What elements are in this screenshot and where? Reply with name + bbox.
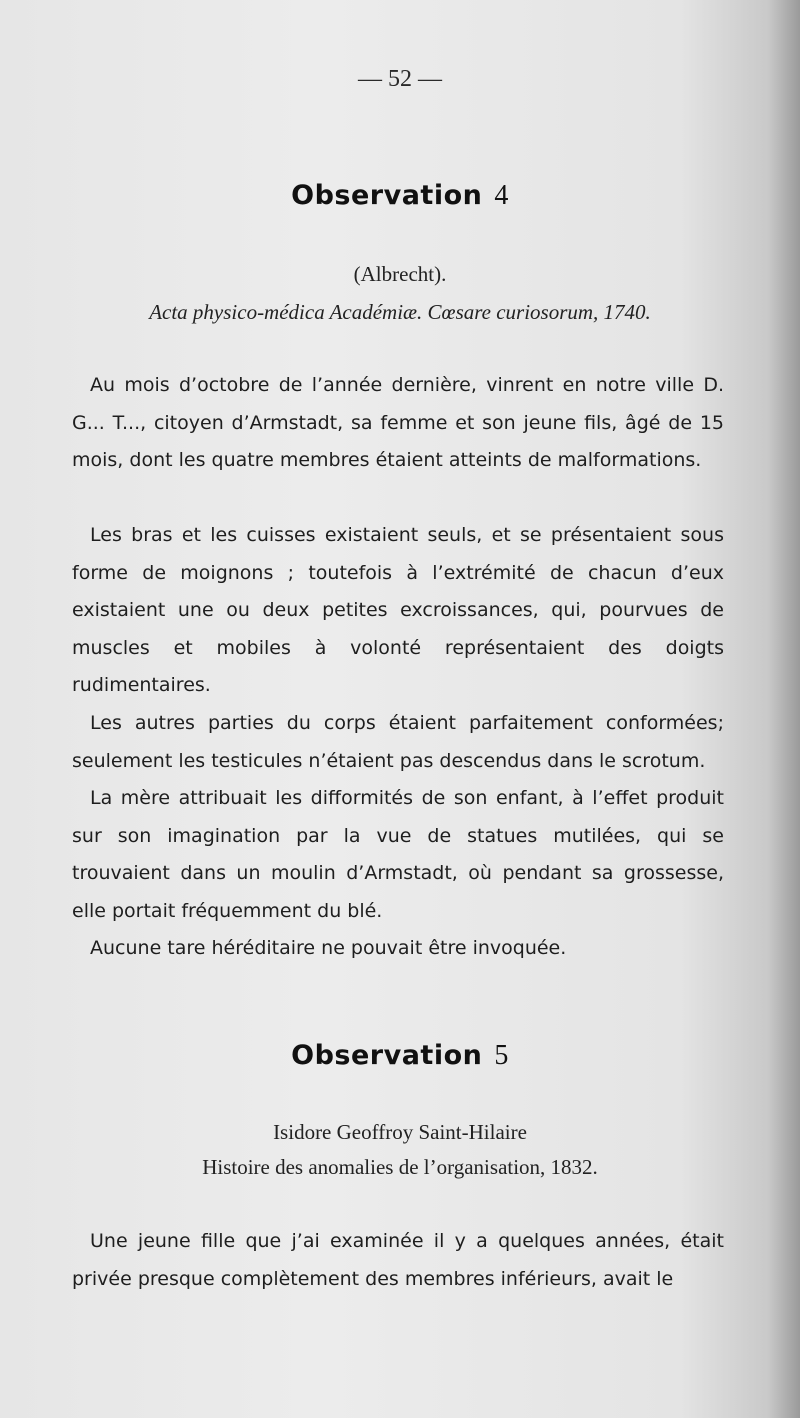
observation-5-number: 5 [494, 1040, 509, 1071]
observation-4-heading [0, 180, 800, 212]
observation-5-source: Histoire des anomalies de l’organisation, 1832. [202, 1155, 598, 1179]
observation-4-paragraph-3: Les autres parties du corps étaient parfaitement conformées; seulement les testicules n’étaient pas descendus dans le scrotum. [72, 712, 724, 772]
observation-5-author: Isidore Geoffroy Saint-Hilaire [273, 1120, 527, 1144]
observation-5-paragraph-1: Une jeune fille que j’ai examinée il y a quelques années, était privée presque complètement des membres inférieurs, avait le [72, 1230, 724, 1290]
observation-4-paragraph-1: Au mois d’octobre de l’année dernière, vinrent en notre ville D. G... T..., citoyen d’Armstadt, sa femme et son jeune fils, âgé de 15 mois, dont les quatre membres étaient atteints de malformations. [72, 374, 724, 471]
observation-4-number: 4 [494, 180, 509, 211]
observation-4-paragraph-4: La mère attribuait les difformités de son enfant, à l’effet produit sur son imagination par la vue de statues mutilées, qui se trouvaient dans un moulin d’Armstadt, où pendant sa grossesse, elle portait fréquemment du blé. [72, 787, 724, 922]
observation-5-title: Observation [291, 1040, 483, 1071]
observation-4-author: (Albrecht). [353, 262, 447, 286]
observation-4-source: Acta physico-médica Académiæ. Cœsare curiosorum, 1740. [149, 300, 651, 324]
observation-5-heading [0, 1040, 800, 1072]
observation-4-paragraph-5: Aucune tare héréditaire ne pouvait être invoquée. [90, 937, 567, 959]
page-number: — 52 — [358, 66, 442, 92]
observation-4-paragraph-2: Les bras et les cuisses existaient seuls, et se présentaient sous forme de moignons ; toutefois à l’extrémité de chacun d’eux existaient une ou deux petites excroissances, qui, pourvues de muscles et mobiles à volonté représentaient des doigts rudimentaires. [72, 524, 724, 696]
observation-4-title: Observation [291, 180, 483, 211]
